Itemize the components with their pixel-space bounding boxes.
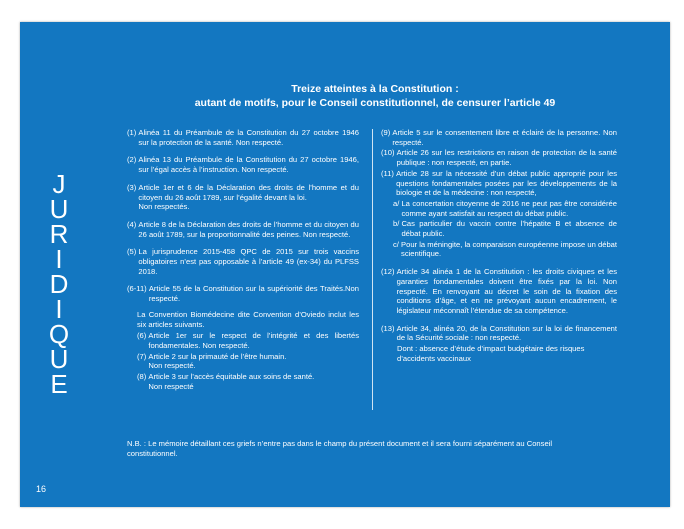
item-letter: b/	[393, 219, 402, 229]
budget-impact-note: Dont : absence d’étude d’impact budgétaire des risques d’accidents vaccinaux	[397, 344, 585, 363]
item-text: Article 2 sur la primauté de l’être humain.	[148, 351, 287, 361]
list-item	[381, 324, 617, 343]
list-item	[127, 247, 359, 276]
item-number: (8)	[137, 372, 149, 382]
item-status: Non respectés.	[138, 202, 190, 212]
list-item	[381, 267, 617, 316]
side-title-letter: U	[49, 344, 69, 374]
item-number: (3)	[127, 182, 139, 192]
side-title-letter: U	[49, 194, 69, 224]
list-item	[137, 352, 359, 371]
sub-list-item	[393, 199, 617, 218]
item-text: Article 3 sur l’accès équitable aux soins de santé.	[148, 372, 315, 382]
column-divider	[372, 129, 373, 410]
item-number: (11)	[381, 168, 397, 178]
side-title-letter: D	[49, 269, 69, 299]
page-number: 16	[36, 484, 47, 494]
oviedo-block	[127, 310, 359, 392]
list-item	[381, 128, 617, 147]
item-text: Article 1er sur le respect de l’intégrité et des libertés fondamentales. Non respecté.	[148, 331, 359, 350]
item-text: Pour la méningite, la comparaison européenne impose un débat scientifique.	[401, 239, 617, 259]
section-vertical-title	[48, 169, 70, 399]
item-text: Cas particulier du vaccin contre l’hépatite B et absence de débat public.	[401, 219, 617, 239]
list-item	[137, 331, 359, 350]
item-number: (9)	[381, 128, 393, 137]
right-column	[381, 128, 617, 363]
side-title-letter: E	[50, 369, 68, 399]
item-number: (7)	[137, 351, 149, 361]
footnote: N.B. : Le mémoire détaillant ces griefs n’entre pas dans le champ du présent document et il sera fourni séparément au Conseil constitutionnel.	[127, 439, 553, 458]
sub-list-item	[393, 219, 617, 238]
item-number: (1)	[127, 128, 139, 137]
title-line-2: autant de motifs, pour le Conseil constitutionnel, de censurer l’article 49	[194, 97, 556, 109]
item-text: Alinéa 13 du Préambule de la Constitution du 27 octobre 1946, sur l’égal accès à l’instruction. Non respecté.	[138, 155, 359, 175]
item-status: Non respecté	[148, 381, 194, 391]
list-item	[127, 128, 359, 147]
sub-list	[381, 199, 617, 259]
item-number: (10)	[381, 148, 397, 158]
item-number: (6)	[137, 331, 149, 341]
item-status: Non respecté.	[148, 361, 196, 371]
side-title-letter: R	[49, 219, 69, 249]
list-item	[127, 155, 359, 174]
side-title-letter: I	[55, 244, 63, 274]
item-text: La jurisprudence 2015-458 QPC de 2015 sur trois vaccins obligatoires n’est pas opposable à l’article 49 (ex-34) du PLFSS 2018.	[138, 247, 359, 276]
page-title	[120, 82, 630, 110]
item-number: (2)	[127, 155, 139, 165]
list-item	[381, 169, 617, 198]
item-text: Article 1er et 6 de la Déclaration des droits de l’homme et du citoyen du 26 août 1789, sur l’égalité devant la loi.	[138, 182, 359, 202]
item-text: Article 34 alinéa 1 de la Constitution : les droits civiques et les garanties fondamentales doivent être fixés par la loi. Non respecté. En renvoyant au décret le soin de la fixation des conditions d’âge, et en ne prévoyant aucun encadrement, le législateur méconnaît l’étendue de sa compétence.	[396, 267, 617, 315]
item-text-wrap	[148, 372, 359, 391]
item-text-wrap	[148, 352, 359, 371]
sub-list-item	[393, 240, 617, 259]
side-title-letter: J	[52, 169, 66, 199]
item-text: Article 34, alinéa 20, de la Constitution sur la loi de financement de la Sécurité sociale : non respecté.	[396, 323, 617, 343]
left-column	[127, 128, 359, 392]
item-number: (13)	[381, 323, 397, 333]
document-page	[20, 22, 670, 507]
side-title-letter: Q	[48, 319, 70, 349]
item-text: Alinéa 11 du Préambule de la Constitution du 27 octobre 1946 sur la protection de la santé. Non respecté.	[138, 128, 359, 147]
list-item	[137, 372, 359, 391]
list-item	[127, 183, 359, 212]
side-title-letter: I	[55, 294, 63, 324]
item-number: (4)	[127, 219, 139, 229]
title-line-1: Treize atteintes à la Constitution :	[291, 83, 459, 95]
list-item	[127, 284, 359, 303]
item-text-wrap	[138, 183, 359, 212]
item-letter: a/	[393, 198, 402, 208]
item-number: (5)	[127, 247, 139, 257]
item-text: Article 28 sur la nécessité d’un débat public approprié pour les questions fondamentales posées par les développements de la biologie et de la médecine : non respecté,	[396, 168, 617, 198]
side-title-letters	[48, 169, 70, 399]
item-text: Article 5 sur le consentement libre et éclairé de la personne. Non respecté.	[392, 128, 617, 147]
item-text: La concertation citoyenne de 2016 ne peut pas être considérée comme ayant satisfait au respect du débat public.	[401, 198, 617, 218]
item-text: Article 55 de la Constitution sur la supériorité des Traités.Non respecté.	[148, 284, 359, 304]
item-number: (12)	[381, 267, 397, 277]
item-number: (6-11)	[127, 284, 149, 294]
item-text: Article 8 de la Déclaration des droits de l’homme et du citoyen du 26 août 1789, sur la proportionnalité des peines. Non respecté.	[138, 219, 359, 239]
oviedo-intro: La Convention Biomédecine dite Convention d’Oviedo inclut les six articles suivants.	[137, 309, 359, 329]
list-item	[381, 148, 617, 167]
item-text: Article 26 sur les restrictions en raison de protection de la santé publique : non respecté, en partie.	[396, 148, 617, 168]
list-item	[127, 220, 359, 239]
item-letter: c/	[393, 239, 402, 249]
